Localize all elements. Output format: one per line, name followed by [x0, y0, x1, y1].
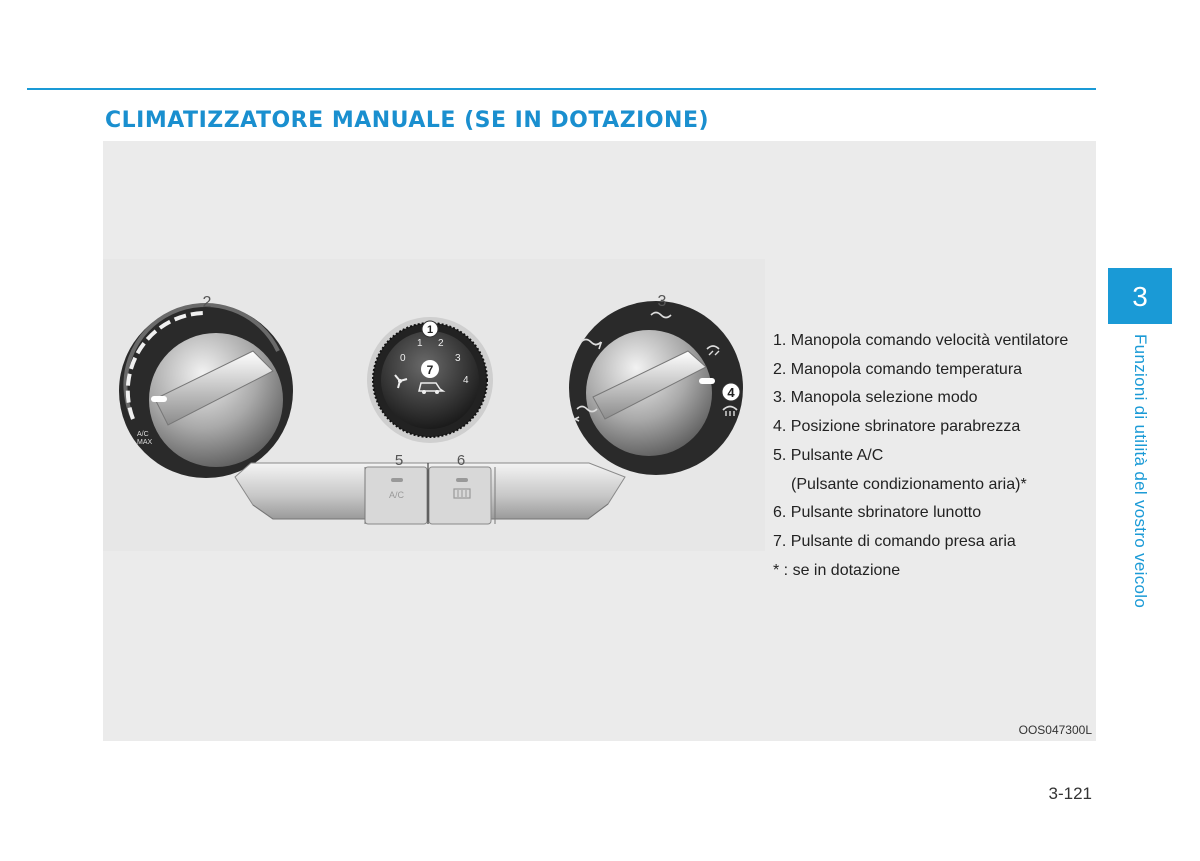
- callout-7-label: 7: [426, 363, 434, 377]
- callout-5: [395, 452, 403, 469]
- callout-4: [722, 383, 740, 401]
- legend-footnote: * : se in dotazione: [773, 561, 901, 579]
- ac-button-label: A/C: [389, 490, 405, 500]
- callout-6-label: 6: [456, 452, 466, 469]
- callout-7: [421, 360, 439, 378]
- figure-illustration-area: [103, 259, 765, 551]
- svg-text:MAX: MAX: [137, 439, 153, 446]
- fan-scale-1: 1: [417, 338, 423, 349]
- callout-3: [658, 293, 667, 310]
- callout-2: [203, 294, 212, 311]
- callout-4-label: 4: [727, 385, 735, 400]
- callout-1-label: 1: [426, 324, 434, 336]
- temperature-knob: [119, 304, 293, 478]
- ac-max-label: A/C: [137, 431, 149, 438]
- page-number: 3-121: [1048, 784, 1092, 803]
- callout-6: [457, 452, 465, 469]
- section-title: CLIMATIZZATORE MANUALE (SE IN DOTAZIONE): [105, 108, 710, 133]
- legend-item-5: 5. Pulsante A/C (Pulsante condizionamento aria)*: [773, 442, 1068, 499]
- figure-code: OOS047300L: [1018, 723, 1092, 737]
- chapter-number-tab: 3: [1108, 268, 1172, 324]
- callout-3-label: 3: [657, 293, 667, 310]
- rear-defrost-button: [429, 467, 491, 524]
- fan-scale-3: 3: [455, 353, 461, 364]
- figure-panel: [103, 141, 1096, 741]
- legend-item-2: 2. Manopola comando temperatura: [773, 360, 1023, 378]
- legend-item-6: 6. Pulsante sbrinatore lunotto: [773, 504, 982, 522]
- legend-item-5-sub: (Pulsante condizionamento aria)*: [791, 475, 1027, 493]
- callout-5-label: 5: [394, 452, 404, 469]
- ac-button: [365, 467, 427, 524]
- fan-scale-0: 0: [400, 353, 406, 364]
- mode-knob: [569, 301, 743, 475]
- fan-scale-2: 2: [438, 338, 444, 349]
- legend-item-4: 4. Posizione sbrinatore parabrezza: [773, 418, 1021, 436]
- legend-item-3: 3. Manopola selezione modo: [773, 389, 978, 407]
- callout-2-label: 2: [202, 294, 212, 311]
- button-bar: [235, 463, 625, 524]
- fan-scale-4: 4: [463, 375, 469, 386]
- callout-1: [422, 321, 438, 337]
- climate-control-illustration: [103, 259, 765, 551]
- legend-item-1: 1. Manopola comando velocità ventilatore: [773, 332, 1069, 349]
- chapter-title-vertical: Funzioni di utilità del vostro veicolo: [1131, 334, 1150, 609]
- header-rule: [27, 88, 1096, 90]
- legend-item-7: 7. Pulsante di comando presa aria: [773, 532, 1016, 550]
- legend-list: [773, 327, 1068, 585]
